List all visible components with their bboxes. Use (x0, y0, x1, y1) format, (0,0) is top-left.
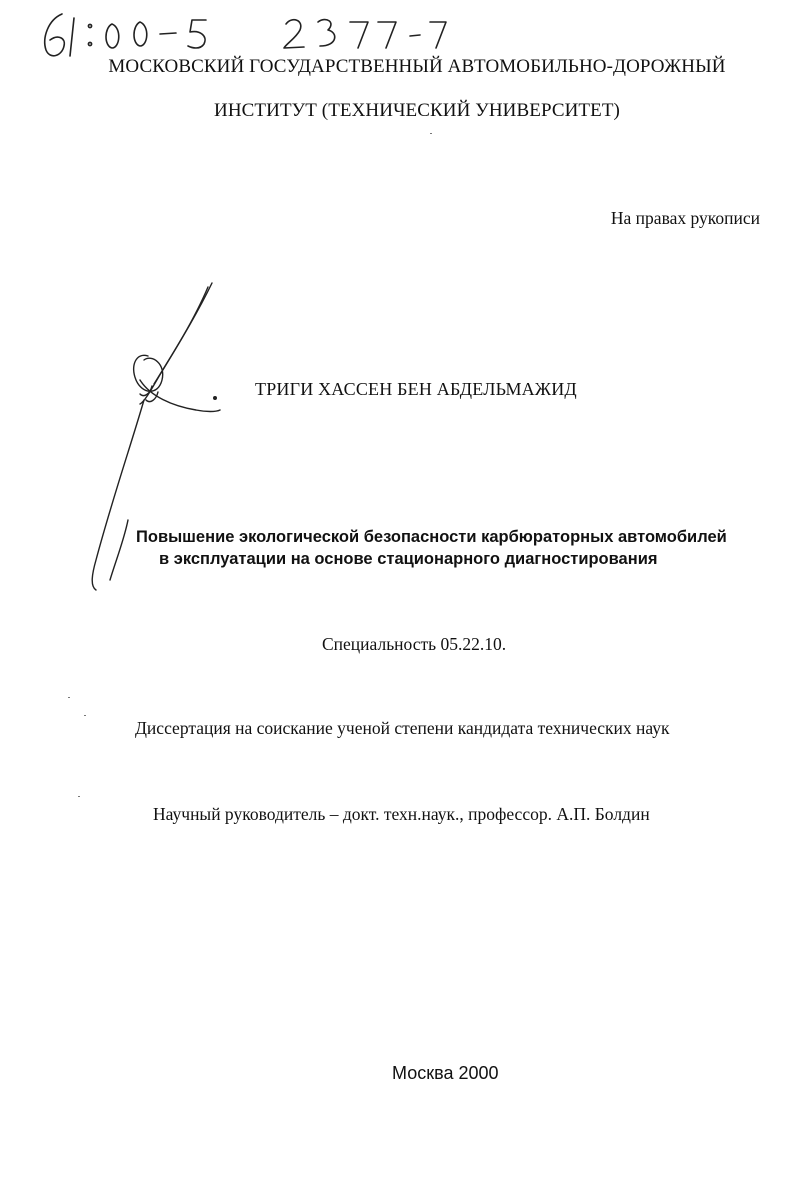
thesis-title-line2: в эксплуатации на основе стационарного диагностирования (159, 550, 658, 568)
institute-name-line2: ИНСТИТУТ (ТЕХНИЧЕСКИЙ УНИВЕРСИТЕТ) (214, 100, 620, 121)
scan-speck (430, 133, 432, 134)
dissertation-degree: Диссертация на соискание ученой степени кандидата технических наук (135, 718, 670, 738)
supervisor: Научный руководитель – докт. техн.наук., профессор. А.П. Болдин (153, 804, 650, 824)
institute-name-line1: МОСКОВСКИЙ ГОСУДАРСТВЕННЫЙ АВТОМОБИЛЬНО-ДОРОЖНЫЙ (108, 56, 726, 77)
scan-speck (78, 796, 80, 797)
scan-speck (84, 715, 86, 716)
rights-note: На правах рукописи (610, 208, 760, 228)
thesis-title-line1: Повышение экологической безопасности карбюраторных автомобилей (136, 528, 727, 546)
city-year: Москва 2000 (392, 1063, 499, 1083)
scan-speck (68, 697, 70, 698)
archive-code-handwriting (45, 14, 446, 56)
author-name: ТРИГИ ХАССЕН БЕН АБДЕЛЬМАЖИД (255, 379, 577, 399)
specialty: Специальность 05.22.10. (322, 634, 507, 654)
